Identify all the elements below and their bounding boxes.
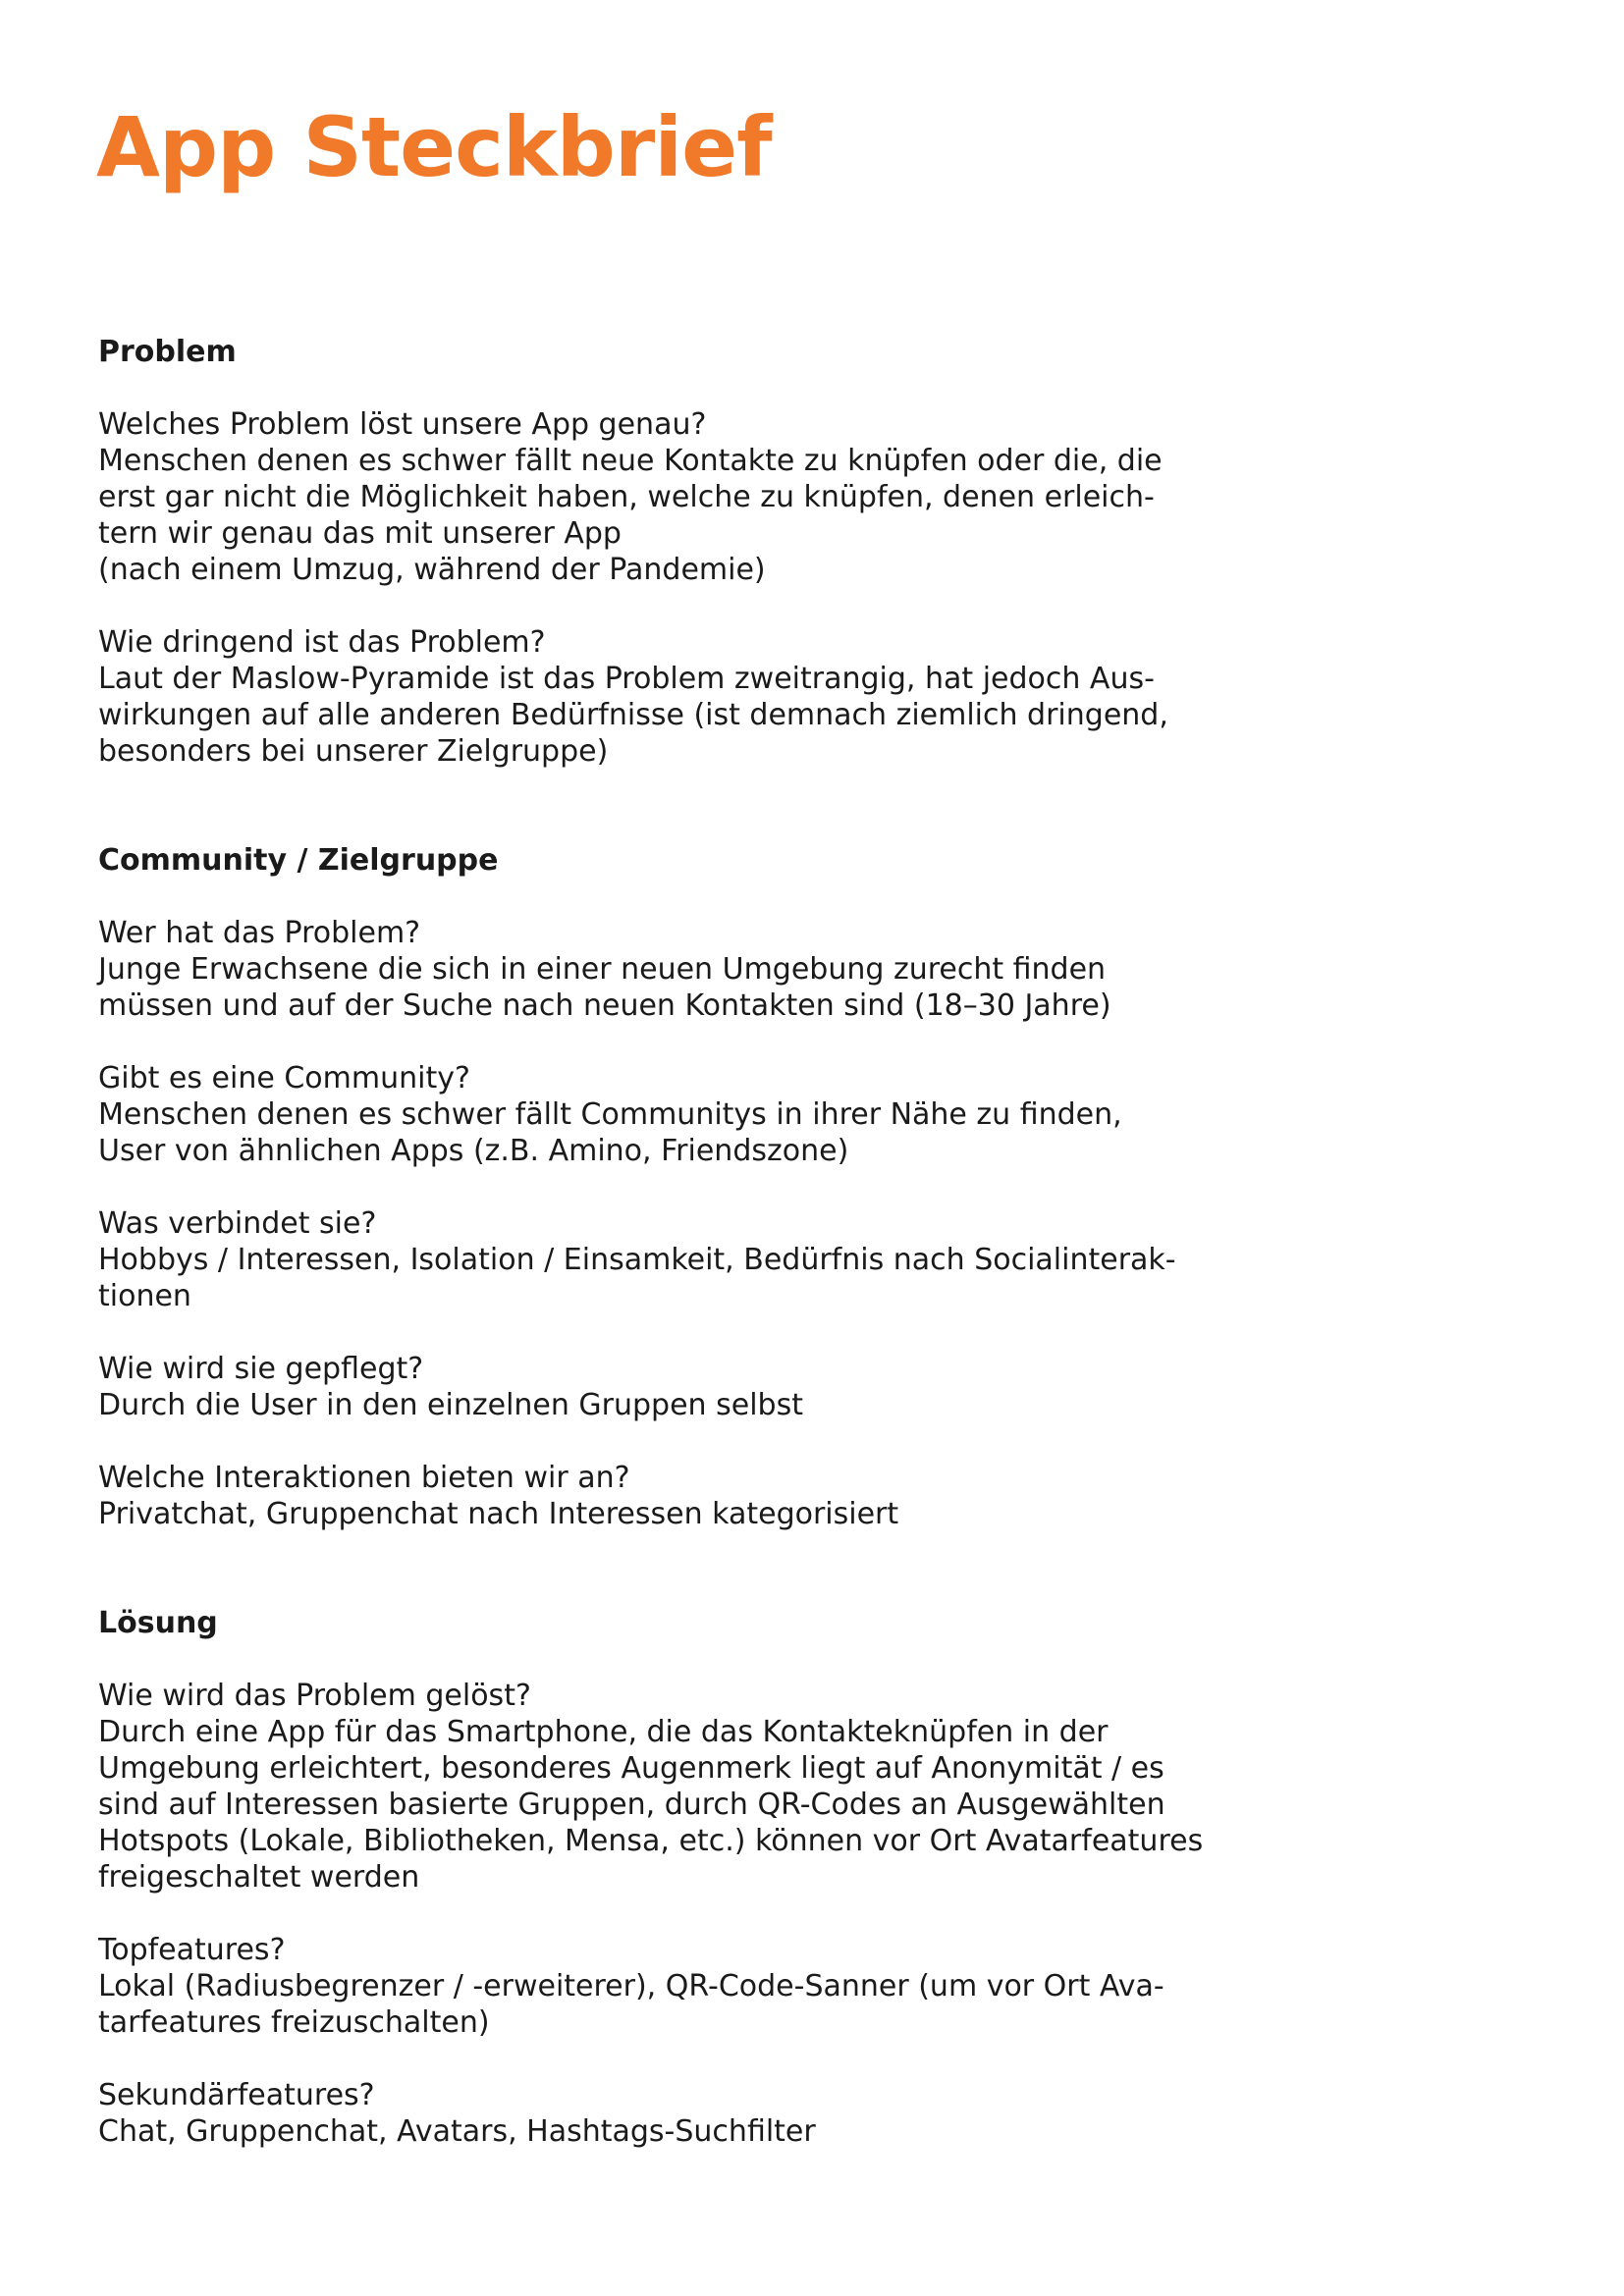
question: Topfeatures?: [98, 1933, 286, 1967]
question: Wie dringend ist das Problem?: [98, 625, 546, 660]
question: Wer hat das Problem?: [98, 916, 421, 950]
answer-line: User von ähnlichen Apps (z.B. Amino, Friendszone): [98, 1134, 849, 1168]
section-problem: [98, 334, 1237, 770]
answer-line: besonders bei unserer Zielgruppe): [98, 734, 609, 769]
section-heading: Problem: [98, 335, 237, 369]
document-content: [98, 334, 1237, 2150]
question: Welches Problem löst unsere App genau?: [98, 407, 707, 442]
answer-line: tarfeatures freizuschalten): [98, 2005, 490, 2040]
qa-item: [98, 1678, 1237, 1896]
answer-line: Junge Erwachsene die sich in einer neuen Umgebung zurecht finden: [98, 952, 1107, 987]
answer-line: müssen und auf der Suche nach neuen Kontakten sind (18–30 Jahre): [98, 988, 1111, 1023]
question: Sekundärfeatures?: [98, 2078, 375, 2112]
answer-line: erst gar nicht die Möglichkeit haben, welche zu knüpfen, denen erleich-: [98, 480, 1155, 514]
qa-item: [98, 1205, 1237, 1314]
answer-line: tionen: [98, 1279, 191, 1313]
qa-item: [98, 406, 1237, 588]
answer-line: (nach einem Umzug, während der Pandemie): [98, 553, 766, 587]
qa-item: [98, 624, 1237, 770]
answer-line: Menschen denen es schwer fällt Communitys in ihrer Nähe zu finden,: [98, 1097, 1122, 1132]
qa-item: [98, 1460, 1237, 1532]
section-heading: Community / Zielgruppe: [98, 843, 499, 878]
question: Gibt es eine Community?: [98, 1061, 470, 1095]
qa-item: [98, 1060, 1237, 1169]
answer-line: Durch die User in den einzelnen Gruppen selbst: [98, 1388, 803, 1422]
qa-item: [98, 1351, 1237, 1423]
qa-item: [98, 1932, 1237, 2041]
section-community: [98, 842, 1237, 1532]
answer-line: Menschen denen es schwer fällt neue Kontakte zu knüpfen oder die, die: [98, 444, 1163, 478]
answer-line: Umgebung erleichtert, besonderes Augenmerk liegt auf Anonymität / es: [98, 1751, 1164, 1786]
answer-line: freigeschaltet werden: [98, 1860, 420, 1895]
question: Wie wird sie gepflegt?: [98, 1352, 424, 1386]
section-loesung: [98, 1605, 1237, 2150]
answer-line: Privatchat, Gruppenchat nach Interessen kategorisiert: [98, 1497, 899, 1531]
answer-line: sind auf Interessen basierte Gruppen, durch QR-Codes an Ausgewählten: [98, 1788, 1165, 1822]
answer-line: Hotspots (Lokale, Bibliotheken, Mensa, etc.) können vor Ort Avatarfeatures: [98, 1824, 1204, 1858]
answer-line: Durch eine App für das Smartphone, die das Kontakteknüpfen in der: [98, 1715, 1109, 1749]
section-heading: Lösung: [98, 1606, 218, 1640]
qa-item: [98, 2077, 1237, 2150]
page-title: App Steckbrief: [96, 99, 772, 195]
question: Welche Interaktionen bieten wir an?: [98, 1461, 630, 1495]
answer-line: Chat, Gruppenchat, Avatars, Hashtags-Suchfilter: [98, 2114, 816, 2149]
qa-item: [98, 915, 1237, 1024]
answer-line: Hobbys / Interessen, Isolation / Einsamkeit, Bedürfnis nach Socialinterak-: [98, 1243, 1176, 1277]
answer-line: Lokal (Radiusbegrenzer / -erweiterer), QR-Code-Sanner (um vor Ort Ava-: [98, 1969, 1164, 2003]
answer-line: wirkungen auf alle anderen Bedürfnisse (ist demnach ziemlich dringend,: [98, 698, 1168, 732]
answer-line: Laut der Maslow-Pyramide ist das Problem zweitrangig, hat jedoch Aus-: [98, 662, 1155, 696]
question: Wie wird das Problem gelöst?: [98, 1679, 531, 1713]
question: Was verbindet sie?: [98, 1206, 377, 1241]
answer-line: tern wir genau das mit unserer App: [98, 516, 622, 551]
